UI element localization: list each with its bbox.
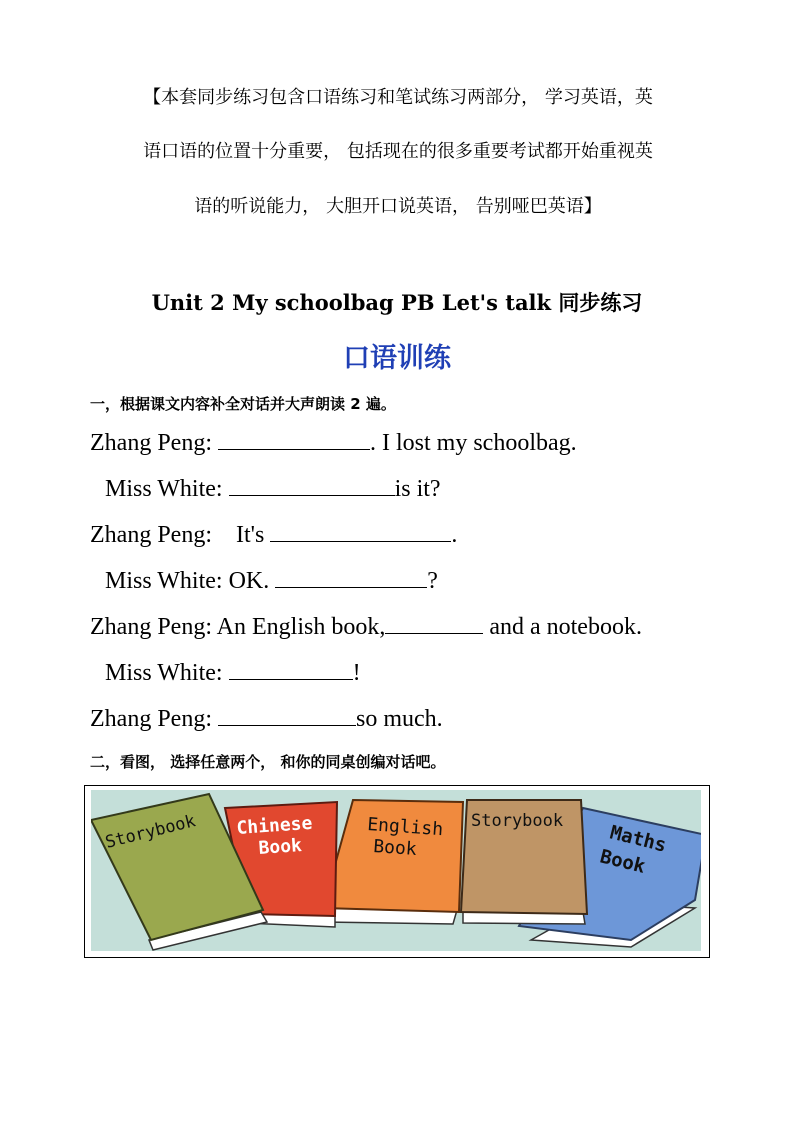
english-book-label-1: English bbox=[366, 814, 444, 841]
maths-book-label-2: Book bbox=[597, 845, 648, 878]
books-illustration bbox=[91, 790, 701, 951]
speaker-label: Miss White: bbox=[105, 568, 229, 594]
storybook-brown bbox=[461, 800, 587, 924]
dialogue-line-2: Miss White: is it? bbox=[105, 476, 441, 502]
speaker-label: Miss White: bbox=[105, 476, 229, 502]
books-picture-frame bbox=[84, 785, 710, 958]
maths-book-label-1: Maths bbox=[607, 821, 669, 857]
intro-line-2: 语口语的位置十分重要， 包括现在的很多重要考试都开始重视英 bbox=[143, 141, 653, 162]
fill-blank-1[interactable] bbox=[218, 429, 370, 450]
intro-line-3: 语的听说能力， 大胆开口说英语， 告别哑巴英语】 bbox=[194, 196, 602, 217]
intro-line-1: 【本套同步练习包含口语练习和笔试练习两部分， 学习英语，英 bbox=[143, 87, 653, 108]
fill-blank-2[interactable] bbox=[229, 475, 395, 496]
fill-blank-3[interactable] bbox=[270, 521, 451, 542]
storybook-brown-label: Storybook bbox=[471, 811, 564, 831]
speaker-label: Zhang Peng: bbox=[90, 430, 218, 456]
dialogue-line-1: Zhang Peng: . I lost my schoolbag. bbox=[90, 430, 577, 456]
english-book-label-2: Book bbox=[372, 836, 418, 861]
speaker-label: Zhang Peng: bbox=[90, 614, 217, 640]
chinese-book-label-2: Book bbox=[257, 835, 303, 859]
section-1-instruction: 一，根据课文内容补全对话并大声朗读 2 遍。 bbox=[90, 395, 396, 413]
fill-blank-7[interactable] bbox=[218, 705, 356, 726]
dialogue-line-6: Miss White: ! bbox=[105, 660, 361, 686]
fill-blank-5[interactable] bbox=[385, 613, 483, 634]
dialogue-line-5: Zhang Peng: An English book, and a notebook. bbox=[90, 614, 642, 640]
section-2-instruction: 二，看图， 选择任意两个， 和你的同桌创编对话吧。 bbox=[90, 753, 446, 771]
speaker-label: Zhang Peng: bbox=[90, 522, 236, 548]
chinese-book-label-1: Chinese bbox=[235, 812, 314, 839]
speaker-label: Miss White: bbox=[105, 660, 229, 686]
speaker-label: Zhang Peng: bbox=[90, 706, 218, 732]
page-subtitle: 口语训练 bbox=[343, 343, 451, 374]
storybook-green-label: Storybook bbox=[103, 811, 198, 853]
dialogue-line-4: Miss White: OK. ? bbox=[105, 568, 438, 594]
fill-blank-4[interactable] bbox=[275, 567, 427, 588]
page-title: Unit 2 My schoolbag PB Let's talk 同步练习 bbox=[151, 290, 643, 315]
dialogue-line-3: Zhang Peng: It's . bbox=[90, 522, 458, 548]
fill-blank-6[interactable] bbox=[229, 659, 353, 680]
dialogue-line-7: Zhang Peng: so much. bbox=[90, 706, 443, 732]
